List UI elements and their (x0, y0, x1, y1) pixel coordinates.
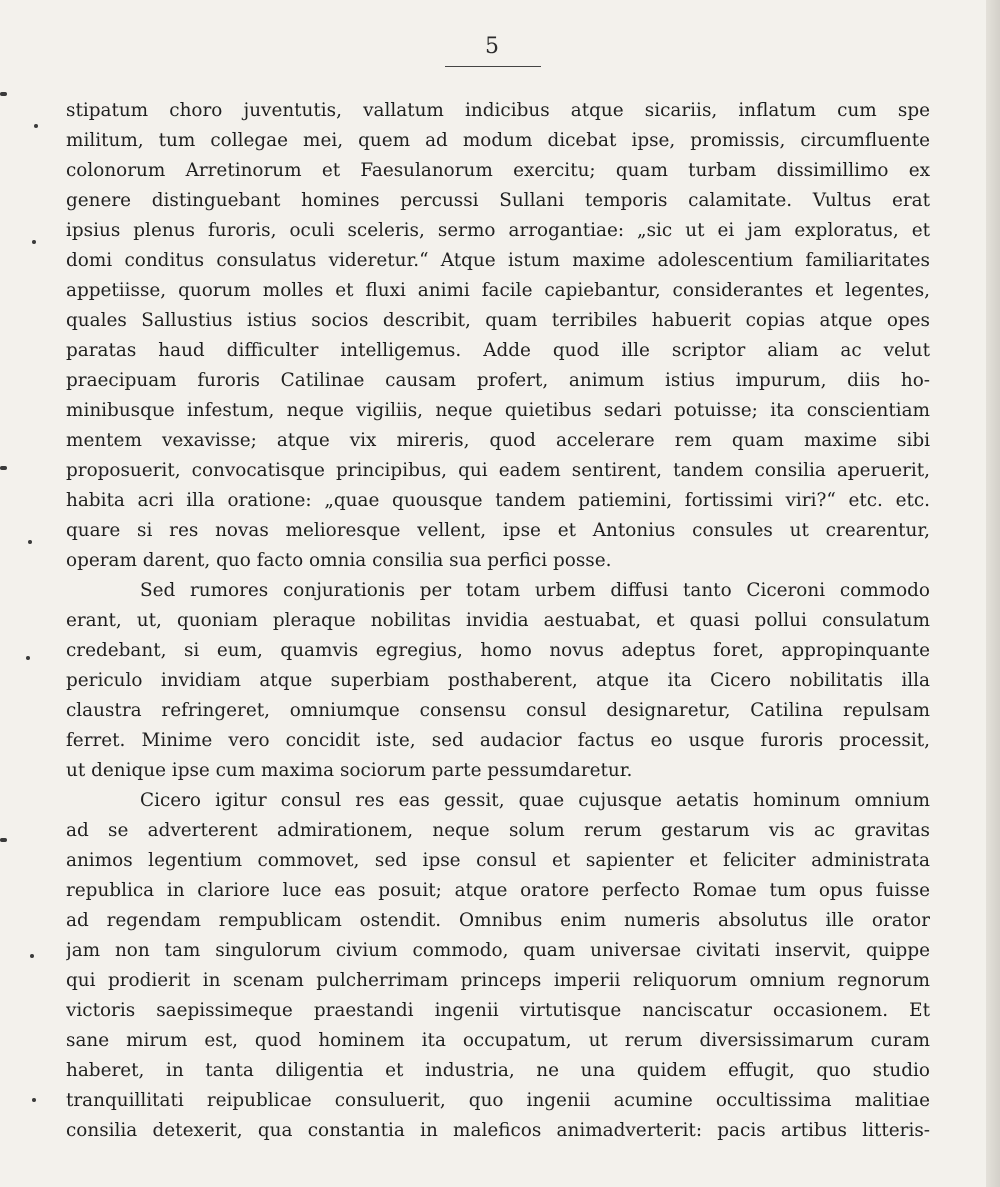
text-line: qui prodierit in scenam pulcherrimam princeps imperii reliquorum omnium regnorum (66, 970, 930, 991)
text-line: colonorum Arretinorum et Faesulanorum exercitu; quam turbam dissimillimo ex (66, 160, 930, 181)
text-line: haberet, in tanta diligentia et industria, ne una quidem effugit, quo studio (66, 1060, 930, 1081)
text-line: domi conditus consulatus videretur.“ Atque istum maxime adolescentium familiaritates (66, 250, 930, 271)
text-line: periculo invidiam atque superbiam posthaberent, atque ita Cicero nobilitatis illa (66, 670, 930, 691)
page-edge-shadow (986, 0, 1000, 1187)
text-line: jam non tam singulorum civium commodo, quam universae civitati inservit, quippe (66, 940, 930, 961)
margin-mark (26, 656, 30, 660)
text-line: praecipuam furoris Catilinae causam profert, animum istius impurum, diis ho- (66, 370, 930, 391)
text-line: ferret. Minime vero concidit iste, sed audacior factus eo usque furoris processit, (66, 730, 930, 751)
margin-mark (34, 124, 38, 128)
text-line: Cicero igitur consul res eas gessit, quae cujusque aetatis hominum omnium (140, 790, 930, 811)
text-line: Sed rumores conjurationis per totam urbem diffusi tanto Ciceroni commodo (140, 580, 930, 601)
margin-mark (0, 466, 7, 470)
page-number-rule (445, 66, 541, 67)
text-line: ad regendam rempublicam ostendit. Omnibus enim numeris absolutus ille orator (66, 910, 930, 931)
text-line: victoris saepissimeque praestandi ingenii virtutisque nanciscatur occasionem. Et (66, 1000, 930, 1021)
page-number: 5 (485, 34, 499, 59)
text-line: ipsius plenus furoris, oculi sceleris, sermo arrogantiae: „sic ut ei jam exploratus, et (66, 220, 930, 241)
text-line: proposuerit, convocatisque principibus, qui eadem sentirent, tandem consilia aperuerit, (66, 460, 930, 481)
margin-mark (28, 540, 32, 544)
text-line: appetiisse, quorum molles et fluxi animi facile capiebantur, considerantes et legentes, (66, 280, 930, 301)
margin-mark (0, 92, 7, 96)
text-line: tranquillitati reipublicae consuluerit, quo ingenii acumine occultissima malitiae (66, 1090, 930, 1111)
text-line: sane mirum est, quod hominem ita occupatum, ut rerum diversissimarum curam (66, 1030, 930, 1051)
text-line: ad se adverterent admirationem, neque solum rerum gestarum vis ac gravitas (66, 820, 930, 841)
body-text (66, 96, 930, 1146)
text-line: habita acri illa oratione: „quae quousque tandem patiemini, fortissimi viri?“ etc. etc. (66, 490, 930, 511)
text-line: quare si res novas melioresque vellent, ipse et Antonius consules ut crearentur, (66, 520, 930, 541)
margin-mark (32, 240, 36, 244)
margin-mark (0, 838, 7, 842)
margin-mark (30, 954, 34, 958)
text-line: erant, ut, quoniam pleraque nobilitas invidia aestuabat, et quasi pollui consulatum (66, 610, 930, 631)
text-line: militum, tum collegae mei, quem ad modum dicebat ipse, promissis, circumfluente (66, 130, 930, 151)
text-line: paratas haud difficulter intelligemus. Adde quod ille scriptor aliam ac velut (66, 340, 930, 361)
text-line: claustra refringeret, omniumque consensu consul designaretur, Catilina repulsam (66, 700, 930, 721)
margin-mark (32, 1098, 36, 1102)
text-line: republica in clariore luce eas posuit; atque oratore perfecto Romae tum opus fuisse (66, 880, 930, 901)
text-line: credebant, si eum, quamvis egregius, homo novus adeptus foret, appropinquante (66, 640, 930, 661)
text-line: minibusque infestum, neque vigiliis, neque quietibus sedari potuisse; ita conscientiam (66, 400, 930, 421)
text-line: quales Sallustius istius socios describit, quam terribiles habuerit copias atque opes (66, 310, 930, 331)
text-line: stipatum choro juventutis, vallatum indicibus atque sicariis, inflatum cum spe (66, 100, 930, 121)
text-line: mentem vexavisse; atque vix mireris, quod accelerare rem quam maxime sibi (66, 430, 930, 451)
text-line: animos legentium commovet, sed ipse consul et sapienter et feliciter administrata (66, 850, 930, 871)
text-line: consilia detexerit, qua constantia in maleficos animadverterit: pacis artibus litteris- (66, 1120, 930, 1141)
text-line: genere distinguebant homines percussi Sullani temporis calamitate. Vultus erat (66, 190, 930, 211)
text-line: operam darent, quo facto omnia consilia sua perfici posse. (66, 550, 612, 571)
text-line: ut denique ipse cum maxima sociorum parte pessumdaretur. (66, 760, 633, 781)
